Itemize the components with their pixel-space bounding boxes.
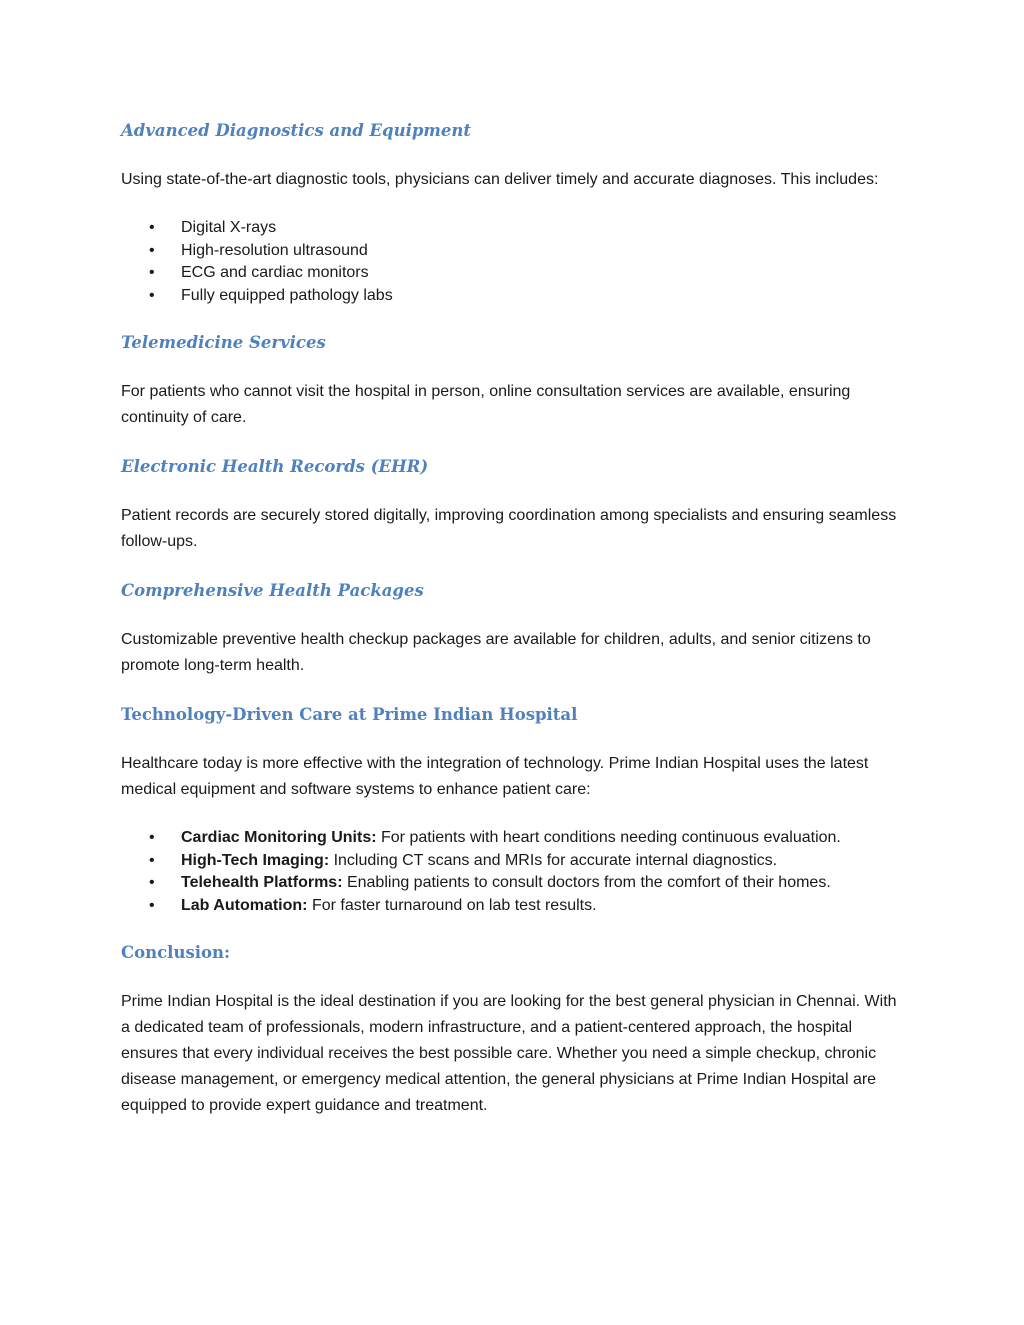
technology-list bbox=[121, 827, 906, 917]
list-item: • ECG and cardiac monitors bbox=[121, 262, 906, 285]
document-page bbox=[121, 118, 906, 1119]
section-paragraph-telemedicine: For patients who cannot visit the hospital in person, online consultation services are available, ensuring continuity of care. bbox=[121, 383, 851, 426]
bullet-icon: • bbox=[149, 219, 155, 236]
section-paragraph-packages: Customizable preventive health checkup packages are available for children, adults, and senior citizens to promote long-term health. bbox=[121, 631, 871, 674]
bullet-icon: • bbox=[149, 829, 155, 846]
diagnostics-list bbox=[121, 217, 906, 307]
list-item: • Cardiac Monitoring Units: For patients with heart conditions needing continuous evaluation. bbox=[121, 827, 906, 850]
bullet-icon: • bbox=[149, 241, 155, 259]
section-paragraph-ehr: Patient records are securely stored digitally, improving coordination among specialists and ensuring seamless follow-ups. bbox=[121, 507, 897, 550]
list-item: • High-Tech Imaging: Including CT scans and MRIs for accurate internal diagnostics. bbox=[121, 850, 906, 873]
list-item: • Lab Automation: For faster turnaround on lab test results. bbox=[121, 895, 906, 918]
bullet-icon: • bbox=[149, 874, 155, 891]
section-heading-packages: Comprehensive Health Packages bbox=[121, 581, 424, 600]
section-heading-technology: Technology-Driven Care at Prime Indian Hospital bbox=[121, 705, 578, 724]
bullet-icon: • bbox=[149, 851, 155, 869]
bullet-icon: • bbox=[149, 264, 155, 281]
section-heading-conclusion: Conclusion: bbox=[121, 943, 231, 962]
section-paragraph-diagnostics: Using state-of-the-art diagnostic tools, physicians can deliver timely and accurate diagnoses. This includes: bbox=[121, 171, 879, 188]
section-heading-telemedicine: Telemedicine Services bbox=[121, 333, 326, 352]
bullet-icon: • bbox=[149, 286, 155, 304]
section-heading-ehr: Electronic Health Records (EHR) bbox=[121, 457, 429, 476]
section-paragraph-conclusion: Prime Indian Hospital is the ideal destination if you are looking for the best general physician in Chennai. With a dedicated team of professionals, modern infrastructure, and a patient-centered approach, the hospital ensures that every individual receives the best possible care. Whether you need a simple checkup, chronic disease management, or emergency medical attention, the general physicians at Prime Indian Hospital are equipped to provide expert guidance and treatment. bbox=[121, 993, 897, 1114]
list-item: • Fully equipped pathology labs bbox=[121, 285, 906, 308]
bullet-icon: • bbox=[149, 896, 155, 914]
list-item: • High-resolution ultrasound bbox=[121, 240, 906, 263]
list-item: • Digital X-rays bbox=[121, 217, 906, 240]
section-heading-diagnostics: Advanced Diagnostics and Equipment bbox=[121, 121, 471, 140]
section-paragraph-technology: Healthcare today is more effective with the integration of technology. Prime Indian Hospital uses the latest medical equipment and software systems to enhance patient care: bbox=[121, 755, 869, 798]
list-item: • Telehealth Platforms: Enabling patients to consult doctors from the comfort of their homes. bbox=[121, 872, 906, 895]
